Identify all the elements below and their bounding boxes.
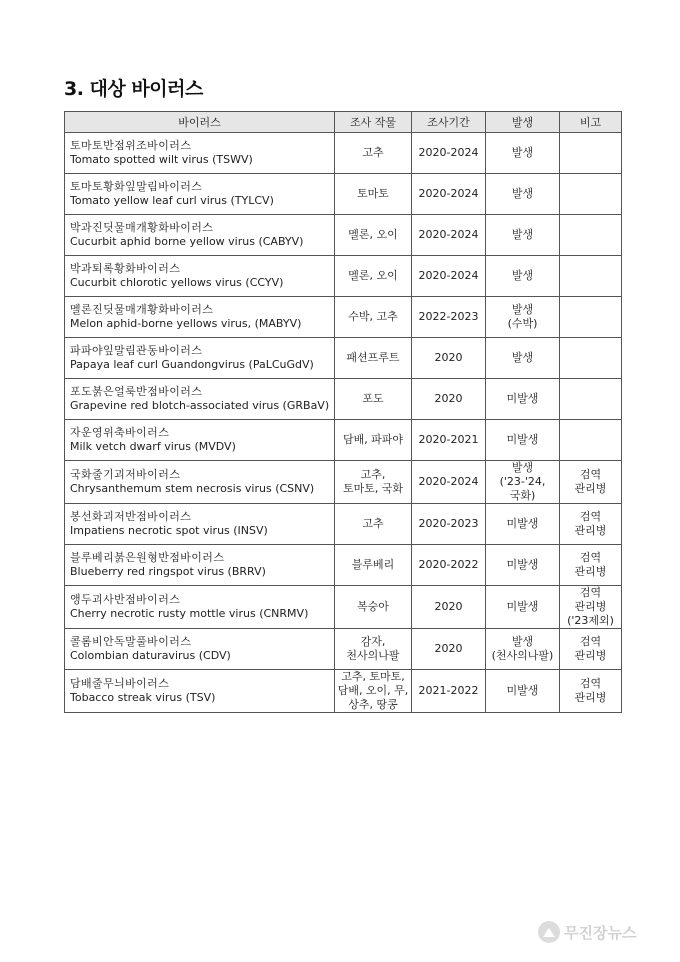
watermark — [538, 921, 636, 943]
crop-cell — [335, 215, 412, 256]
period-cell — [412, 545, 486, 586]
virus-cell — [65, 629, 335, 670]
virus-cell — [65, 420, 335, 461]
table-row — [65, 174, 622, 215]
occurrence-cell — [486, 174, 560, 215]
header-occurrence: 발생 — [486, 112, 560, 133]
period-value: 2022-2023 — [418, 310, 479, 323]
crop-value: 고추, 토마토, 국화 — [342, 468, 404, 495]
virus-name-ko: 박과퇴록황화바이러스 — [70, 262, 181, 275]
period-value: 2020-2024 — [418, 146, 479, 159]
note-cell — [560, 504, 622, 545]
virus-name-en: Cucurbit aphid borne yellow virus (CABYV) — [70, 235, 304, 248]
virus-name-ko: 자운영위축바이러스 — [70, 426, 170, 439]
occurrence-cell — [486, 545, 560, 586]
virus-name-en: Colombian daturavirus (CDV) — [70, 649, 231, 662]
table-row — [65, 379, 622, 420]
occurrence-value: 발생 (천사의나팔) — [491, 635, 554, 662]
header-virus: 바이러스 — [65, 112, 335, 133]
header-period: 조사기간 — [412, 112, 486, 133]
virus-name-en: Papaya leaf curl Guandongvirus (PaLCuGdV) — [70, 358, 314, 371]
crop-cell — [335, 379, 412, 420]
occurrence-value: 미발생 — [506, 684, 539, 697]
header-crop: 조사 작물 — [335, 112, 412, 133]
occurrence-value: 발생 — [511, 187, 534, 200]
virus-cell — [65, 174, 335, 215]
period-value: 2020-2023 — [418, 517, 479, 530]
note-value: 검역 관리병 — [574, 551, 607, 578]
period-cell — [412, 670, 486, 713]
period-value: 2020 — [434, 351, 463, 364]
crop-value: 포도 — [362, 392, 384, 405]
period-cell — [412, 133, 486, 174]
occurrence-cell — [486, 133, 560, 174]
virus-name-en: Cherry necrotic rusty mottle virus (CNRMV) — [70, 607, 309, 620]
occurrence-cell — [486, 586, 560, 629]
crop-value: 블루베리 — [351, 558, 395, 571]
table-row — [65, 670, 622, 713]
mountain-logo-icon — [538, 921, 560, 943]
virus-name-ko: 토마토반점위조바이러스 — [70, 139, 192, 152]
note-cell — [560, 461, 622, 504]
crop-cell — [335, 586, 412, 629]
virus-name-ko: 멜론진딧물매개황화바이러스 — [70, 303, 214, 316]
virus-name-ko: 콜롬비안독말풀바이러스 — [70, 635, 192, 648]
virus-name-ko: 국화줄기괴저바이러스 — [70, 468, 181, 481]
table-row — [65, 586, 622, 629]
table-header-row — [65, 112, 622, 133]
note-cell — [560, 586, 622, 629]
crop-value: 패션프루트 — [346, 351, 400, 364]
crop-cell — [335, 504, 412, 545]
crop-cell — [335, 338, 412, 379]
note-cell — [560, 420, 622, 461]
crop-value: 복숭아 — [357, 600, 389, 613]
note-value: 검역 관리병 — [574, 677, 607, 704]
crop-cell — [335, 420, 412, 461]
note-value: 검역 관리병 — [574, 635, 607, 662]
virus-name-en: Chrysanthemum stem necrosis virus (CSNV) — [70, 482, 315, 495]
note-cell — [560, 629, 622, 670]
period-cell — [412, 461, 486, 504]
occurrence-value: 발생 — [511, 146, 534, 159]
occurrence-cell — [486, 215, 560, 256]
header-note: 비고 — [560, 112, 622, 133]
table-row — [65, 133, 622, 174]
table-row — [65, 504, 622, 545]
occurrence-value: 미발생 — [506, 558, 539, 571]
virus-name-ko: 토마토황화잎말림바이러스 — [70, 180, 203, 193]
period-cell — [412, 215, 486, 256]
occurrence-cell — [486, 297, 560, 338]
crop-value: 멜론, 오이 — [348, 269, 398, 282]
period-value: 2020 — [434, 392, 463, 405]
crop-cell — [335, 133, 412, 174]
period-value: 2020 — [434, 600, 463, 613]
note-cell — [560, 545, 622, 586]
crop-cell — [335, 297, 412, 338]
period-value: 2020-2024 — [418, 187, 479, 200]
table-row — [65, 420, 622, 461]
virus-cell — [65, 545, 335, 586]
occurrence-cell — [486, 629, 560, 670]
virus-name-ko: 박과진딧물매개황화바이러스 — [70, 221, 214, 234]
table-row — [65, 297, 622, 338]
occurrence-value: 미발생 — [506, 433, 539, 446]
occurrence-cell — [486, 379, 560, 420]
crop-value: 멜론, 오이 — [348, 228, 398, 241]
virus-name-ko: 담배줄무늬바이러스 — [70, 677, 170, 690]
occurrence-value: 발생 — [511, 269, 534, 282]
table-row — [65, 256, 622, 297]
crop-value: 고추, 토마토, 담배, 오이, 무, 상추, 땅콩 — [337, 670, 409, 711]
virus-name-ko: 파파야잎말림관동바이러스 — [70, 344, 203, 357]
occurrence-value: 발생 ('23-'24, 국화) — [499, 461, 546, 502]
crop-value: 고추 — [362, 517, 384, 530]
table-row — [65, 629, 622, 670]
table-row — [65, 338, 622, 379]
period-value: 2020-2024 — [418, 228, 479, 241]
note-cell — [560, 297, 622, 338]
occurrence-value: 발생 (수박) — [507, 303, 538, 330]
virus-name-en: Milk vetch dwarf virus (MVDV) — [70, 440, 236, 453]
note-cell — [560, 379, 622, 420]
period-cell — [412, 174, 486, 215]
period-value: 2020-2021 — [418, 433, 479, 446]
occurrence-cell — [486, 338, 560, 379]
occurrence-value: 미발생 — [506, 600, 539, 613]
virus-name-ko: 포도붉은얼룩반점바이러스 — [70, 385, 203, 398]
occurrence-cell — [486, 461, 560, 504]
virus-name-en: Cucurbit chlorotic yellows virus (CCYV) — [70, 276, 284, 289]
virus-name-ko: 앵두괴사반점바이러스 — [70, 593, 181, 606]
virus-name-en: Melon aphid-borne yellows virus, (MABYV) — [70, 317, 302, 330]
crop-cell — [335, 256, 412, 297]
crop-cell — [335, 545, 412, 586]
period-value: 2020 — [434, 642, 463, 655]
virus-name-ko: 봉선화괴저반점바이러스 — [70, 510, 192, 523]
virus-cell — [65, 461, 335, 504]
period-value: 2020-2024 — [418, 475, 479, 488]
target-virus-table — [64, 111, 622, 713]
period-cell — [412, 379, 486, 420]
section-title: 3. 대상 바이러스 — [64, 78, 203, 100]
period-cell — [412, 586, 486, 629]
crop-value: 토마토 — [357, 187, 389, 200]
note-value: 검역 관리병 — [574, 510, 607, 537]
virus-cell — [65, 133, 335, 174]
virus-name-ko: 블루베리붉은원형반점바이러스 — [70, 551, 225, 564]
period-cell — [412, 629, 486, 670]
occurrence-cell — [486, 256, 560, 297]
note-cell — [560, 256, 622, 297]
note-cell — [560, 215, 622, 256]
crop-value: 고추 — [362, 146, 384, 159]
virus-name-en: Tomato spotted wilt virus (TSWV) — [70, 153, 253, 166]
crop-value: 담배, 파파야 — [342, 433, 404, 446]
virus-cell — [65, 297, 335, 338]
crop-cell — [335, 670, 412, 713]
occurrence-value: 발생 — [511, 351, 534, 364]
note-cell — [560, 133, 622, 174]
period-cell — [412, 297, 486, 338]
note-cell — [560, 174, 622, 215]
period-value: 2020-2024 — [418, 269, 479, 282]
period-cell — [412, 338, 486, 379]
note-value: 검역 관리병 ('23제외) — [567, 586, 614, 627]
virus-name-en: Tomato yellow leaf curl virus (TYLCV) — [70, 194, 274, 207]
virus-cell — [65, 338, 335, 379]
virus-name-en: Impatiens necrotic spot virus (INSV) — [70, 524, 268, 537]
occurrence-cell — [486, 670, 560, 713]
virus-name-en: Tobacco streak virus (TSV) — [70, 691, 216, 704]
watermark-text: 무진장뉴스 — [564, 923, 637, 942]
crop-cell — [335, 629, 412, 670]
virus-cell — [65, 586, 335, 629]
occurrence-value: 미발생 — [506, 392, 539, 405]
note-cell — [560, 338, 622, 379]
crop-value: 수박, 고추 — [348, 310, 398, 323]
table-row — [65, 461, 622, 504]
virus-cell — [65, 256, 335, 297]
virus-cell — [65, 379, 335, 420]
period-cell — [412, 504, 486, 545]
virus-cell — [65, 504, 335, 545]
virus-name-en: Blueberry red ringspot virus (BRRV) — [70, 565, 266, 578]
crop-value: 감자, 천사의나팔 — [346, 635, 400, 662]
table-row — [65, 215, 622, 256]
crop-cell — [335, 461, 412, 504]
note-cell — [560, 670, 622, 713]
period-cell — [412, 420, 486, 461]
table-row — [65, 545, 622, 586]
virus-cell — [65, 215, 335, 256]
period-value: 2020-2022 — [418, 558, 479, 571]
period-cell — [412, 256, 486, 297]
virus-cell — [65, 670, 335, 713]
occurrence-value: 미발생 — [506, 517, 539, 530]
occurrence-value: 발생 — [511, 228, 534, 241]
occurrence-cell — [486, 420, 560, 461]
period-value: 2021-2022 — [418, 684, 479, 697]
note-value: 검역 관리병 — [574, 468, 607, 495]
occurrence-cell — [486, 504, 560, 545]
crop-cell — [335, 174, 412, 215]
virus-name-en: Grapevine red blotch-associated virus (GRBaV) — [70, 399, 330, 412]
